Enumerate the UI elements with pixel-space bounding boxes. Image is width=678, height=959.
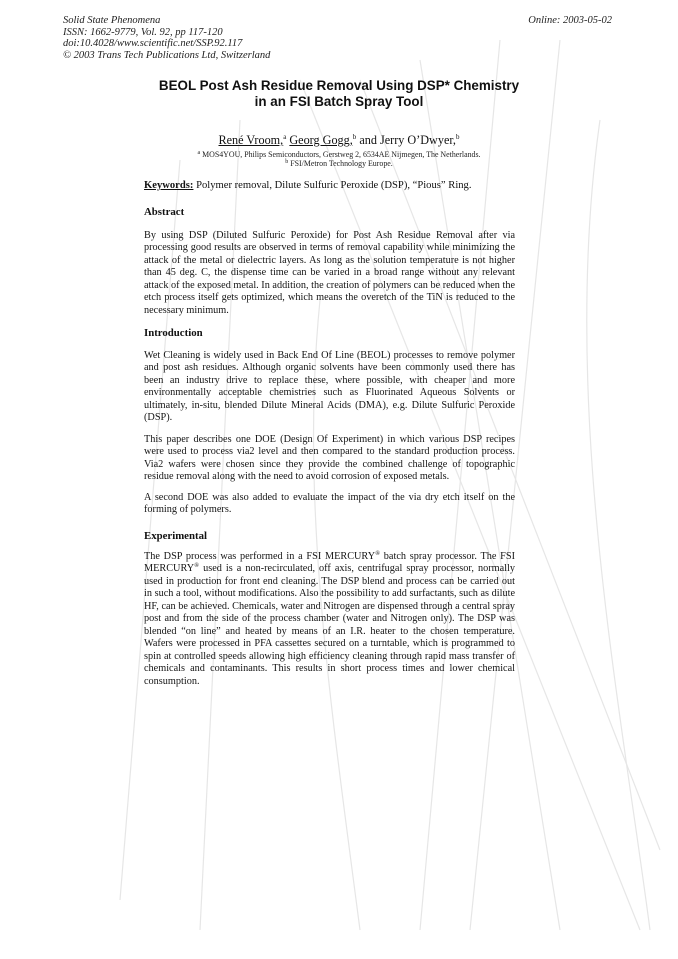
- online-date: Online: 2003-05-02: [528, 15, 612, 26]
- author-gogg-affil: b: [352, 133, 357, 141]
- author-vroom: René Vroom,: [218, 133, 284, 147]
- affiliation-b-text: FSI/Metron Technology Europe.: [290, 159, 393, 168]
- author-gogg: Georg Gogg,: [289, 133, 353, 147]
- author-odwyer-affil: b: [455, 133, 460, 141]
- keywords-label: Keywords:: [144, 180, 194, 191]
- experimental-text-c: used is a non-recirculated, off axis, centrifugal spray processor, normally used in production for front end cleaning. The DSP blend and process can be carried out in such a tool, without modifications. Also the possibility to add surfactants, such as dilute HF, can be achieved. Chemicals, water and Nitrogen are dispensed through a central spray post and from the side of the process chamber (water and Nitrogen only). The DSP was blended “on line” and heated by means of an I.R. heater to the chosen temperature. Wafers were processed in PFA cassettes secured on a turntable, which is programmed to spin at controlled speeds allowing high efficiency cleaning through rapid mass transfer of chemicals and contaminants. This results in short process times and lower chemical consumption.: [144, 563, 515, 687]
- paper-title: [90, 78, 588, 110]
- abstract-heading: Abstract: [144, 206, 185, 218]
- introduction-paragraph-1: Wet Cleaning is widely used in Back End Of Line (BEOL) processes to remove polymer and post ash residues. Although organic solvents have been commonly used there has been an industry drive to replace these, where possible, with cheaper and more environmentally acceptable chemistries such as Fluorinated Aqueous Solvents or ultimately, in-situ, blended Dilute Mineral Acids (DMA), e.g. Dilute Sulfuric Peroxide (DSP).: [144, 350, 515, 424]
- journal-header: [63, 15, 383, 61]
- abstract-text: By using DSP (Diluted Sulfuric Peroxide) for Post Ash Residue Removal after via processing good results are observed in terms of removal capability while minimizing the attack of the metal or dielectric layers. As long as the solution temperature is not higher than 45 deg. C, the dispense time can be varied in a broad range without any relevant attack of the exposed metal. In addition, the creation of polymers can be reduced when the etch process itself gets optimized, which means the overetch of the TiN is reduced to the necessary minimum.: [144, 230, 515, 316]
- experimental-heading: Experimental: [144, 530, 207, 542]
- keywords-line: [144, 180, 544, 191]
- affiliation-b: [90, 158, 588, 169]
- author-odwyer: and Jerry O’Dwyer,: [359, 133, 456, 147]
- registered-mark-1: ®: [375, 550, 381, 557]
- issn-line: ISSN: 1662-9779, Vol. 92, pp 117-120: [63, 26, 223, 38]
- registered-mark-2: ®: [194, 562, 200, 570]
- title-line-1: BEOL Post Ash Residue Removal Using DSP* Chemistry: [158, 78, 520, 93]
- author-vroom-affil: a: [283, 133, 287, 141]
- keywords-text: Polymer removal, Dilute Sulfuric Peroxide (DSP), “Pious” Ring.: [196, 180, 472, 191]
- affiliation-a-text: MOS4YOU, Philips Semiconductors, Gerstweg 2, 6534AE Nijmegen, The Netherlands.: [202, 150, 481, 159]
- title-line-2: in an FSI Batch Spray Tool: [254, 94, 424, 109]
- affiliation-b-mark: b: [285, 159, 289, 165]
- affiliation-a-mark: a: [197, 150, 201, 156]
- experimental-paragraph-1: [144, 551, 515, 688]
- experimental-text-b: batch spray processor. The FSI MERCURY: [144, 551, 515, 575]
- experimental-text-a: The DSP process was performed in a FSI MERCURY: [144, 551, 376, 562]
- introduction-paragraph-3: A second DOE was also added to evaluate the impact of the via dry etch itself on the forming of polymers.: [144, 492, 515, 516]
- introduction-paragraph-2: This paper describes one DOE (Design Of Experiment) in which various DSP recipes were used to process via2 level and then compared to the standard production process. Via2 wafers were chosen since they provide the combined challenge of topographic residue removal along with the need to avoid corrosion of exposed metals.: [144, 434, 515, 483]
- author-list: [90, 133, 588, 148]
- journal-name: Solid State Phenomena: [63, 15, 161, 26]
- introduction-heading: Introduction: [144, 327, 203, 339]
- doi-link[interactable]: doi:10.4028/www.scientific.net/SSP.92.117: [63, 38, 243, 50]
- copyright-line: © 2003 Trans Tech Publications Ltd, Switzerland: [63, 49, 271, 61]
